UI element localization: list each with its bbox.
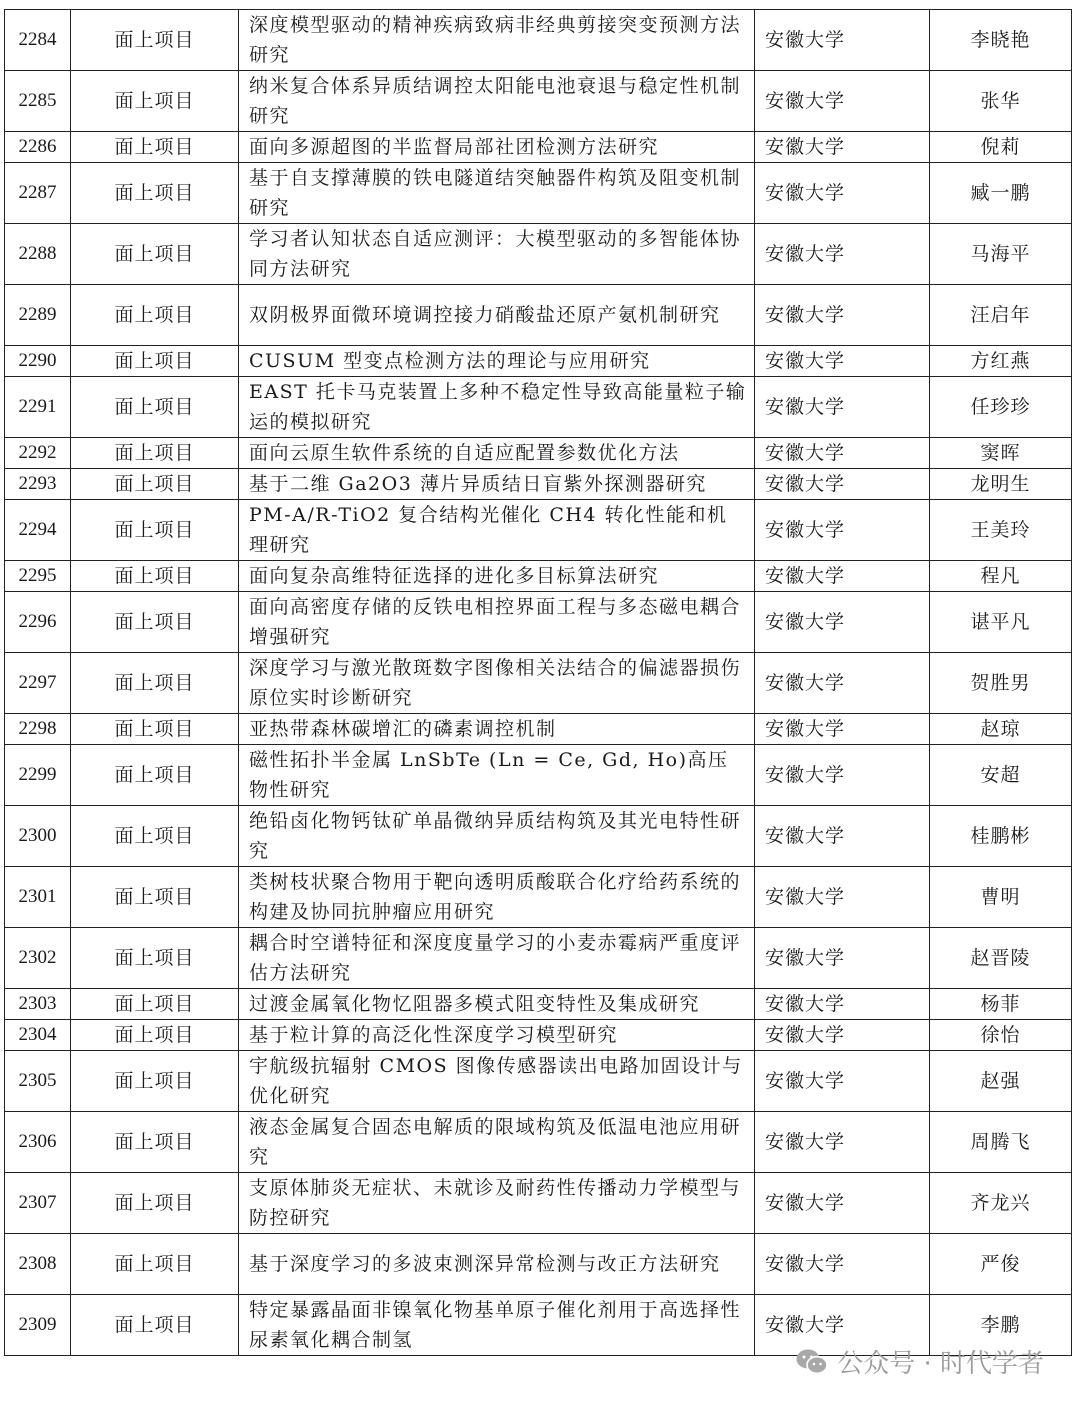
table-row <box>5 224 1072 285</box>
project-title-cell: 深度学习与激光散斑数字图像相关法结合的偏滤器损伤原位实时诊断研究 <box>239 653 755 714</box>
project-title-cell: 磁性拓扑半金属 LnSbTe (Ln = Ce, Gd, Ho)高压物性研究 <box>239 745 755 806</box>
principal-investigator-cell: 张华 <box>930 71 1072 132</box>
principal-investigator-cell: 安超 <box>930 745 1072 806</box>
project-id-cell: 2303 <box>5 989 71 1020</box>
project-id-cell: 2296 <box>5 592 71 653</box>
grant-table <box>4 9 1072 1356</box>
project-type-cell: 面上项目 <box>71 1020 239 1051</box>
watermark <box>795 1343 1044 1380</box>
project-type-cell: 面上项目 <box>71 1051 239 1112</box>
table-row <box>5 1234 1072 1295</box>
project-title-cell: 面向复杂高维特征选择的进化多目标算法研究 <box>239 561 755 592</box>
table-row <box>5 653 1072 714</box>
institution-cell: 安徽大学 <box>755 592 930 653</box>
project-type-cell: 面上项目 <box>71 71 239 132</box>
institution-cell: 安徽大学 <box>755 346 930 377</box>
project-id-cell: 2299 <box>5 745 71 806</box>
project-type-cell: 面上项目 <box>71 377 239 438</box>
table-row <box>5 163 1072 224</box>
institution-cell: 安徽大学 <box>755 10 930 71</box>
institution-cell: 安徽大学 <box>755 469 930 500</box>
institution-cell: 安徽大学 <box>755 1234 930 1295</box>
project-id-cell: 2304 <box>5 1020 71 1051</box>
institution-cell: 安徽大学 <box>755 714 930 745</box>
institution-cell: 安徽大学 <box>755 928 930 989</box>
project-type-cell: 面上项目 <box>71 163 239 224</box>
table-row <box>5 469 1072 500</box>
table-row <box>5 592 1072 653</box>
project-id-cell: 2309 <box>5 1295 71 1356</box>
institution-cell: 安徽大学 <box>755 132 930 163</box>
project-id-cell: 2301 <box>5 867 71 928</box>
principal-investigator-cell: 王美玲 <box>930 500 1072 561</box>
institution-cell: 安徽大学 <box>755 163 930 224</box>
project-title-cell: 耦合时空谱特征和深度度量学习的小麦赤霉病严重度评估方法研究 <box>239 928 755 989</box>
table-row <box>5 500 1072 561</box>
project-id-cell: 2305 <box>5 1051 71 1112</box>
project-id-cell: 2293 <box>5 469 71 500</box>
principal-investigator-cell: 杨菲 <box>930 989 1072 1020</box>
principal-investigator-cell: 赵琼 <box>930 714 1072 745</box>
project-title-cell: EAST 托卡马克装置上多种不稳定性导致高能量粒子输运的模拟研究 <box>239 377 755 438</box>
project-type-cell: 面上项目 <box>71 745 239 806</box>
table-row <box>5 132 1072 163</box>
table-row <box>5 1112 1072 1173</box>
institution-cell: 安徽大学 <box>755 438 930 469</box>
project-id-cell: 2284 <box>5 10 71 71</box>
project-title-cell: 面向云原生软件系统的自适应配置参数优化方法 <box>239 438 755 469</box>
project-title-cell: 面向多源超图的半监督局部社团检测方法研究 <box>239 132 755 163</box>
project-title-cell: PM-A/R-TiO2 复合结构光催化 CH4 转化性能和机理研究 <box>239 500 755 561</box>
project-type-cell: 面上项目 <box>71 806 239 867</box>
institution-cell: 安徽大学 <box>755 653 930 714</box>
project-id-cell: 2294 <box>5 500 71 561</box>
table-row <box>5 928 1072 989</box>
watermark-text: 公众号 · 时代学者 <box>837 1349 1044 1379</box>
project-id-cell: 2286 <box>5 132 71 163</box>
wechat-icon <box>795 1348 829 1376</box>
principal-investigator-cell: 程凡 <box>930 561 1072 592</box>
table-row <box>5 377 1072 438</box>
project-id-cell: 2292 <box>5 438 71 469</box>
project-title-cell: 亚热带森林碳增汇的磷素调控机制 <box>239 714 755 745</box>
project-id-cell: 2298 <box>5 714 71 745</box>
institution-cell: 安徽大学 <box>755 71 930 132</box>
project-id-cell: 2302 <box>5 928 71 989</box>
project-title-cell: 宇航级抗辐射 CMOS 图像传感器读出电路加固设计与优化研究 <box>239 1051 755 1112</box>
grant-table-body <box>5 10 1072 1356</box>
institution-cell: 安徽大学 <box>755 806 930 867</box>
principal-investigator-cell: 赵强 <box>930 1051 1072 1112</box>
principal-investigator-cell: 李晓艳 <box>930 10 1072 71</box>
project-type-cell: 面上项目 <box>71 285 239 346</box>
principal-investigator-cell: 方红燕 <box>930 346 1072 377</box>
institution-cell: 安徽大学 <box>755 561 930 592</box>
principal-investigator-cell: 汪启年 <box>930 285 1072 346</box>
table-row <box>5 806 1072 867</box>
institution-cell: 安徽大学 <box>755 285 930 346</box>
project-type-cell: 面上项目 <box>71 867 239 928</box>
table-row <box>5 867 1072 928</box>
project-type-cell: 面上项目 <box>71 1112 239 1173</box>
project-id-cell: 2307 <box>5 1173 71 1234</box>
table-row <box>5 1051 1072 1112</box>
principal-investigator-cell: 李鹏 <box>930 1295 1072 1356</box>
principal-investigator-cell: 赵晋陵 <box>930 928 1072 989</box>
table-row <box>5 285 1072 346</box>
principal-investigator-cell: 桂鹏彬 <box>930 806 1072 867</box>
table-row <box>5 71 1072 132</box>
principal-investigator-cell: 周腾飞 <box>930 1112 1072 1173</box>
project-type-cell: 面上项目 <box>71 653 239 714</box>
project-type-cell: 面上项目 <box>71 989 239 1020</box>
project-id-cell: 2287 <box>5 163 71 224</box>
project-id-cell: 2285 <box>5 71 71 132</box>
principal-investigator-cell: 龙明生 <box>930 469 1072 500</box>
table-row <box>5 1020 1072 1051</box>
project-title-cell: 绝铅卤化物钙钛矿单晶微纳异质结构筑及其光电特性研究 <box>239 806 755 867</box>
project-type-cell: 面上项目 <box>71 469 239 500</box>
principal-investigator-cell: 谌平凡 <box>930 592 1072 653</box>
table-row <box>5 1173 1072 1234</box>
project-type-cell: 面上项目 <box>71 132 239 163</box>
institution-cell: 安徽大学 <box>755 1112 930 1173</box>
principal-investigator-cell: 倪莉 <box>930 132 1072 163</box>
table-row <box>5 561 1072 592</box>
principal-investigator-cell: 臧一鹏 <box>930 163 1072 224</box>
project-type-cell: 面上项目 <box>71 1295 239 1356</box>
principal-investigator-cell: 任珍珍 <box>930 377 1072 438</box>
table-row <box>5 745 1072 806</box>
institution-cell: 安徽大学 <box>755 1051 930 1112</box>
project-title-cell: 面向高密度存储的反铁电相控界面工程与多态磁电耦合增强研究 <box>239 592 755 653</box>
project-title-cell: 纳米复合体系异质结调控太阳能电池衰退与稳定性机制研究 <box>239 71 755 132</box>
table-row <box>5 438 1072 469</box>
project-id-cell: 2290 <box>5 346 71 377</box>
project-id-cell: 2308 <box>5 1234 71 1295</box>
project-id-cell: 2297 <box>5 653 71 714</box>
principal-investigator-cell: 窦晖 <box>930 438 1072 469</box>
institution-cell: 安徽大学 <box>755 377 930 438</box>
project-type-cell: 面上项目 <box>71 1234 239 1295</box>
project-type-cell: 面上项目 <box>71 10 239 71</box>
table-row <box>5 989 1072 1020</box>
principal-investigator-cell: 曹明 <box>930 867 1072 928</box>
project-type-cell: 面上项目 <box>71 346 239 377</box>
project-type-cell: 面上项目 <box>71 224 239 285</box>
project-title-cell: 深度模型驱动的精神疾病致病非经典剪接突变预测方法研究 <box>239 10 755 71</box>
table-row <box>5 714 1072 745</box>
institution-cell: 安徽大学 <box>755 224 930 285</box>
institution-cell: 安徽大学 <box>755 1173 930 1234</box>
project-title-cell: 类树枝状聚合物用于靶向透明质酸联合化疗给药系统的构建及协同抗肿瘤应用研究 <box>239 867 755 928</box>
principal-investigator-cell: 严俊 <box>930 1234 1072 1295</box>
institution-cell: 安徽大学 <box>755 1020 930 1051</box>
project-title-cell: 基于自支撑薄膜的铁电隧道结突触器件构筑及阻变机制研究 <box>239 163 755 224</box>
project-type-cell: 面上项目 <box>71 438 239 469</box>
project-type-cell: 面上项目 <box>71 714 239 745</box>
institution-cell: 安徽大学 <box>755 867 930 928</box>
project-type-cell: 面上项目 <box>71 592 239 653</box>
project-id-cell: 2300 <box>5 806 71 867</box>
project-id-cell: 2289 <box>5 285 71 346</box>
project-title-cell: 双阴极界面微环境调控接力硝酸盐还原产氨机制研究 <box>239 285 755 346</box>
table-row <box>5 10 1072 71</box>
project-title-cell: 学习者认知状态自适应测评：大模型驱动的多智能体协同方法研究 <box>239 224 755 285</box>
principal-investigator-cell: 贺胜男 <box>930 653 1072 714</box>
institution-cell: 安徽大学 <box>755 989 930 1020</box>
project-type-cell: 面上项目 <box>71 500 239 561</box>
principal-investigator-cell: 齐龙兴 <box>930 1173 1072 1234</box>
principal-investigator-cell: 徐怡 <box>930 1020 1072 1051</box>
project-id-cell: 2288 <box>5 224 71 285</box>
project-id-cell: 2295 <box>5 561 71 592</box>
project-title-cell: 支原体肺炎无症状、未就诊及耐药性传播动力学模型与防控研究 <box>239 1173 755 1234</box>
project-type-cell: 面上项目 <box>71 1173 239 1234</box>
project-title-cell: 液态金属复合固态电解质的限域构筑及低温电池应用研究 <box>239 1112 755 1173</box>
institution-cell: 安徽大学 <box>755 745 930 806</box>
project-id-cell: 2291 <box>5 377 71 438</box>
project-title-cell: 基于粒计算的高泛化性深度学习模型研究 <box>239 1020 755 1051</box>
project-id-cell: 2306 <box>5 1112 71 1173</box>
table-row <box>5 346 1072 377</box>
project-title-cell: 基于二维 Ga2O3 薄片异质结日盲紫外探测器研究 <box>239 469 755 500</box>
principal-investigator-cell: 马海平 <box>930 224 1072 285</box>
project-type-cell: 面上项目 <box>71 561 239 592</box>
project-type-cell: 面上项目 <box>71 928 239 989</box>
project-title-cell: 特定暴露晶面非镍氧化物基单原子催化剂用于高选择性尿素氧化耦合制氢 <box>239 1295 755 1356</box>
institution-cell: 安徽大学 <box>755 1295 930 1356</box>
institution-cell: 安徽大学 <box>755 500 930 561</box>
project-title-cell: 过渡金属氧化物忆阻器多模式阻变特性及集成研究 <box>239 989 755 1020</box>
project-title-cell: CUSUM 型变点检测方法的理论与应用研究 <box>239 346 755 377</box>
project-title-cell: 基于深度学习的多波束测深异常检测与改正方法研究 <box>239 1234 755 1295</box>
